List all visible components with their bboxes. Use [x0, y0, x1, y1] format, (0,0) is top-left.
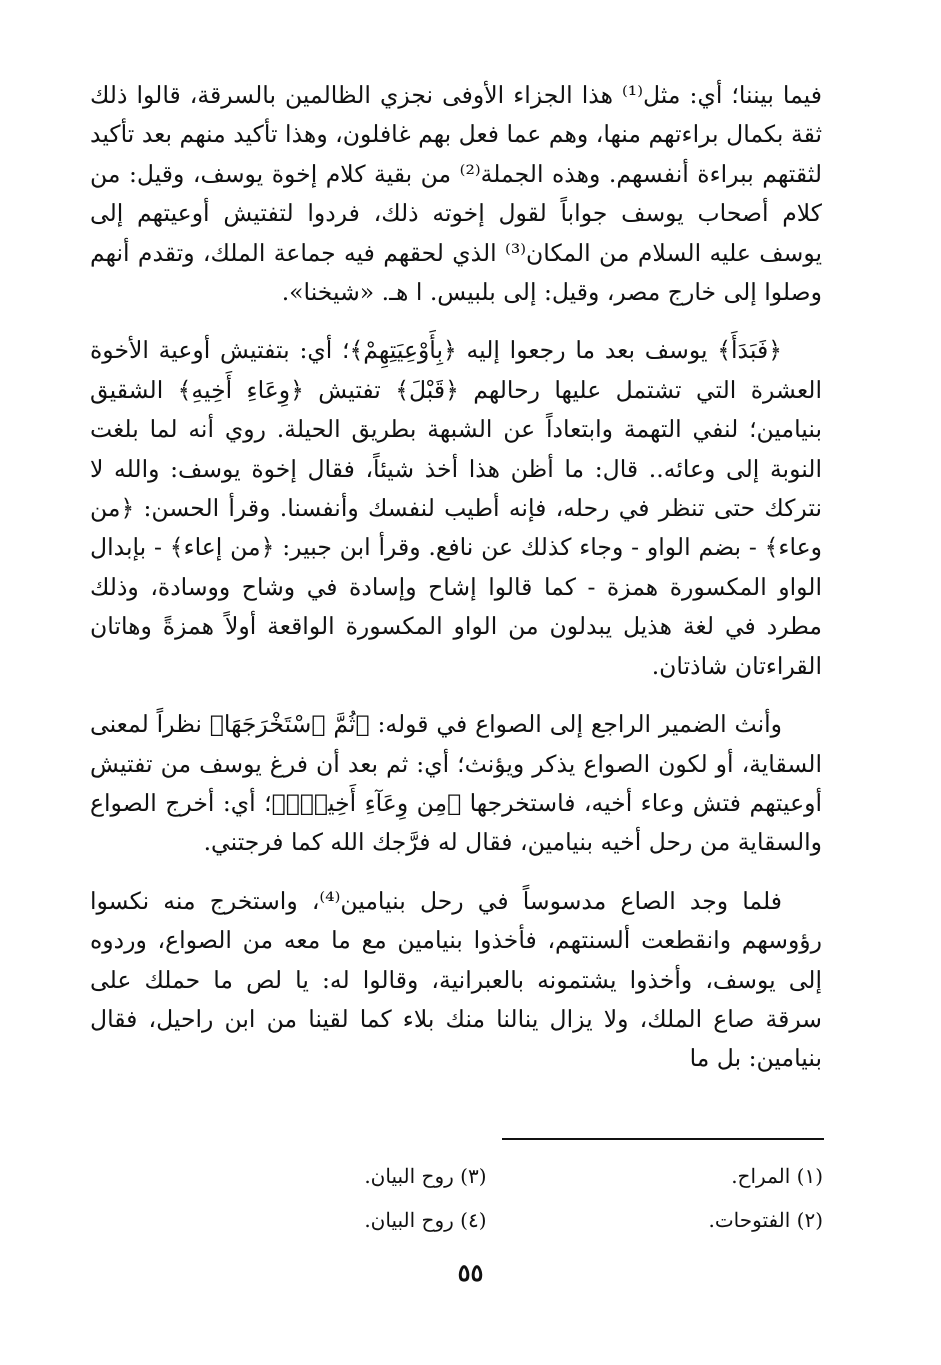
footnote-3: (٣) روح البيان. — [364, 1164, 487, 1188]
paragraph: وأنث الضمير الراجع إلى الصواع في قوله: ﴿ثُمَّ ٱسْتَخْرَجَهَا﴾ نظراً لمعنى السقاية، أو لكون الصواع يذكر ويؤنث؛ أي: ثم بعد أن فرغ يوسف من تفتيش أوعيتهم فتش وعاء أخيه، فاستخرجها ﴿مِن وِعَآءِ أَخِيهِۚ﴾؛ أي: أخرج الصواع والسقاية من رحل أخيه بنيامين، فقال له فرَّجك الله كما فرجتني. — [90, 710, 822, 857]
footnote-divider — [502, 1138, 824, 1140]
footnotes — [150, 1154, 823, 1242]
paragraph: ﴿فَبَدَأَ﴾ يوسف بعد ما رجعوا إليه ﴿بِأَوْعِيَتِهِمْ﴾؛ أي: بتفتيش أوعية الأخوة العشرة التي تشتمل عليها رحالهم ﴿قَبْلَ﴾ تفتيش ﴿وِعَاءِ أَخِيهِ﴾ الشقيق بنيامين؛ لنفي التهمة وابتعاداً عن الشبهة بطريق الحيلة. روي أنه لما بلغت النوبة إلى وعائه.. قال: ما أظن هذا أخذ شيئاً، فقال إخوة يوسف: والله لا نتركك حتى تنظر في رحله، فإنه أطيب لنفسك وأنفسنا. وقرأ الحسن: ﴿من وعاء﴾ - بضم الواو - وجاء كذلك عن نافع. وقرأ ابن جبير: ﴿من إعاء﴾ - بإبدال الواو المكسورة همزة - كما قالوا إشاح وإسادة في وشاح ووسادة، وذلك مطرد في لغة هذيل يبدلون من الواو المكسورة الواقعة أولاً همزةً وهاتان القراءتان شاذتان. — [90, 336, 822, 680]
page-number: ٥٥ — [457, 1258, 484, 1287]
footnote-2: (٢) الفتوحات. — [708, 1208, 823, 1232]
main-text — [90, 76, 822, 1098]
footnote-1: (١) المراح. — [731, 1164, 823, 1188]
paragraph: فيما بيننا؛ أي: مثل⁽¹⁾ هذا الجزاء الأوفى نجزي الظالمين بالسرقة، قالوا ذلك ثقة بكمال براءتهم منها، وهم عما فعل بهم غافلون، وهذا تأكيد منهم بعد تأكيد لثقتهم ببراءة أنفسهم. وهذه الجملة⁽²⁾ من بقية كلام إخوة يوسف، وقيل: من كلام أصحاب يوسف جواباً لقول إخوته ذلك، فردوا لتفتيش أوعيتهم إلى يوسف عليه السلام من المكان⁽³⁾ الذي لحقهم فيه جماعة الملك، وتقدم أنهم وصلوا إلى خارج مصر، وقيل: إلى بلبيس. ا هـ. «شيخنا». — [90, 81, 823, 307]
paragraph: فلما وجد الصاع مدسوساً في رحل بنيامين⁽⁴⁾، واستخرج منه نكسوا رؤوسهم وانقطعت ألسنتهم، فأخذوا بنيامين مع ما معه من الصواع، وردوه إلى يوسف، وأخذوا يشتمونه بالعبرانية، وقالوا له: يا لص ما حملك على سرقة صاع الملك، ولا يزال ينالنا منك بلاء كما لقينا من ابن راحيل، فقال بنيامين: بل ما — [90, 886, 822, 1073]
footnote-4: (٤) روح البيان. — [364, 1208, 487, 1232]
